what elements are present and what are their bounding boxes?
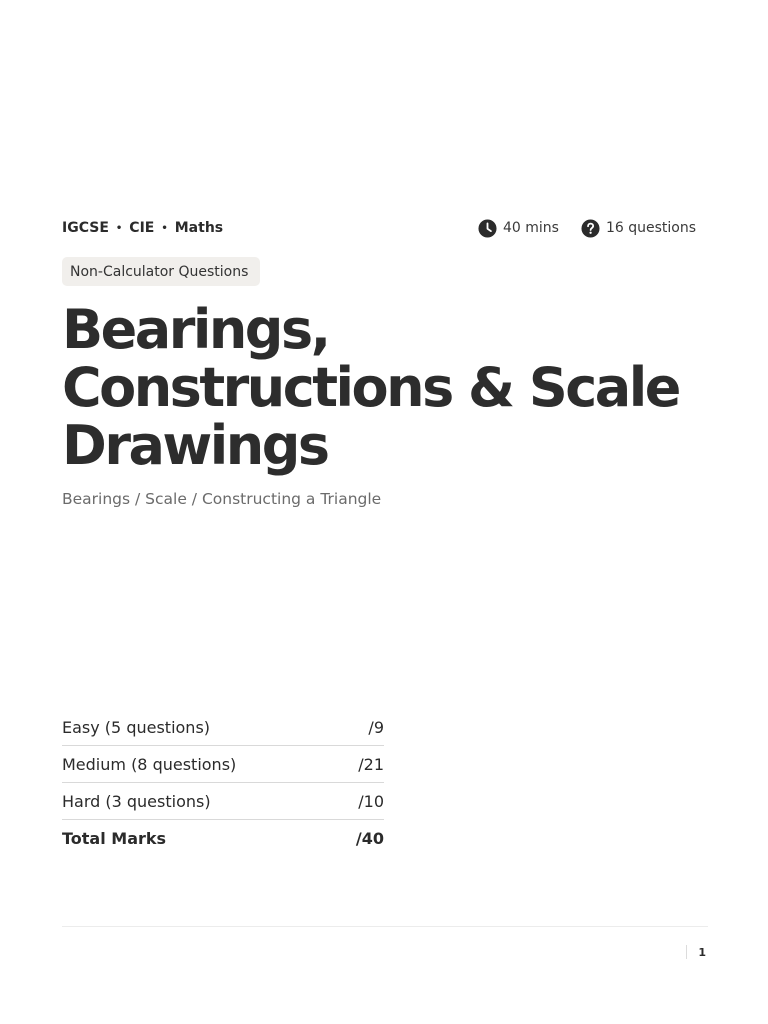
marks-row-easy: [62, 709, 384, 746]
paper-type-tag: [62, 257, 260, 286]
marks-row-value: /9: [368, 717, 384, 737]
breadcrumb: [62, 220, 223, 236]
marks-table: [62, 709, 384, 856]
duration-text: 40 mins: [502, 220, 559, 236]
page-number-divider: [686, 945, 687, 959]
breadcrumb-board: CIE: [129, 220, 155, 236]
title-line: Bearings,: [62, 298, 329, 361]
marks-row-label: Easy (5 questions): [62, 717, 211, 737]
question-circle-icon: [581, 219, 600, 238]
footer-divider: [62, 926, 708, 927]
marks-row-label: Hard (3 questions): [62, 791, 211, 811]
question-count-text: 16 questions: [605, 220, 696, 236]
clock-icon: [478, 219, 497, 238]
marks-row-medium: [62, 746, 384, 783]
total-marks-value: /40: [355, 828, 384, 848]
marks-row-label: Medium (8 questions): [62, 754, 237, 774]
page-number-text: 1: [698, 945, 706, 959]
breadcrumb-separator: •: [161, 222, 168, 234]
topic-subtitle: Bearings / Scale / Constructing a Triangle: [62, 490, 382, 508]
question-count: [581, 219, 696, 238]
marks-row-hard: [62, 783, 384, 820]
duration: [478, 219, 559, 238]
marks-row-value: /10: [358, 791, 384, 811]
page-title: [62, 298, 722, 477]
total-marks-label: Total Marks: [62, 828, 167, 848]
breadcrumb-level: IGCSE: [62, 220, 109, 236]
page-number: [686, 945, 706, 959]
title-line: Drawings: [62, 414, 328, 477]
marks-row-value: /21: [358, 754, 384, 774]
marks-row-total: [62, 820, 384, 856]
title-line: Constructions & Scale: [62, 356, 679, 419]
header-row: [62, 217, 696, 239]
exam-meta: [478, 219, 696, 238]
paper-type-label: Non-Calculator Questions: [70, 263, 249, 280]
breadcrumb-separator: •: [115, 222, 123, 234]
breadcrumb-subject: Maths: [174, 220, 224, 236]
